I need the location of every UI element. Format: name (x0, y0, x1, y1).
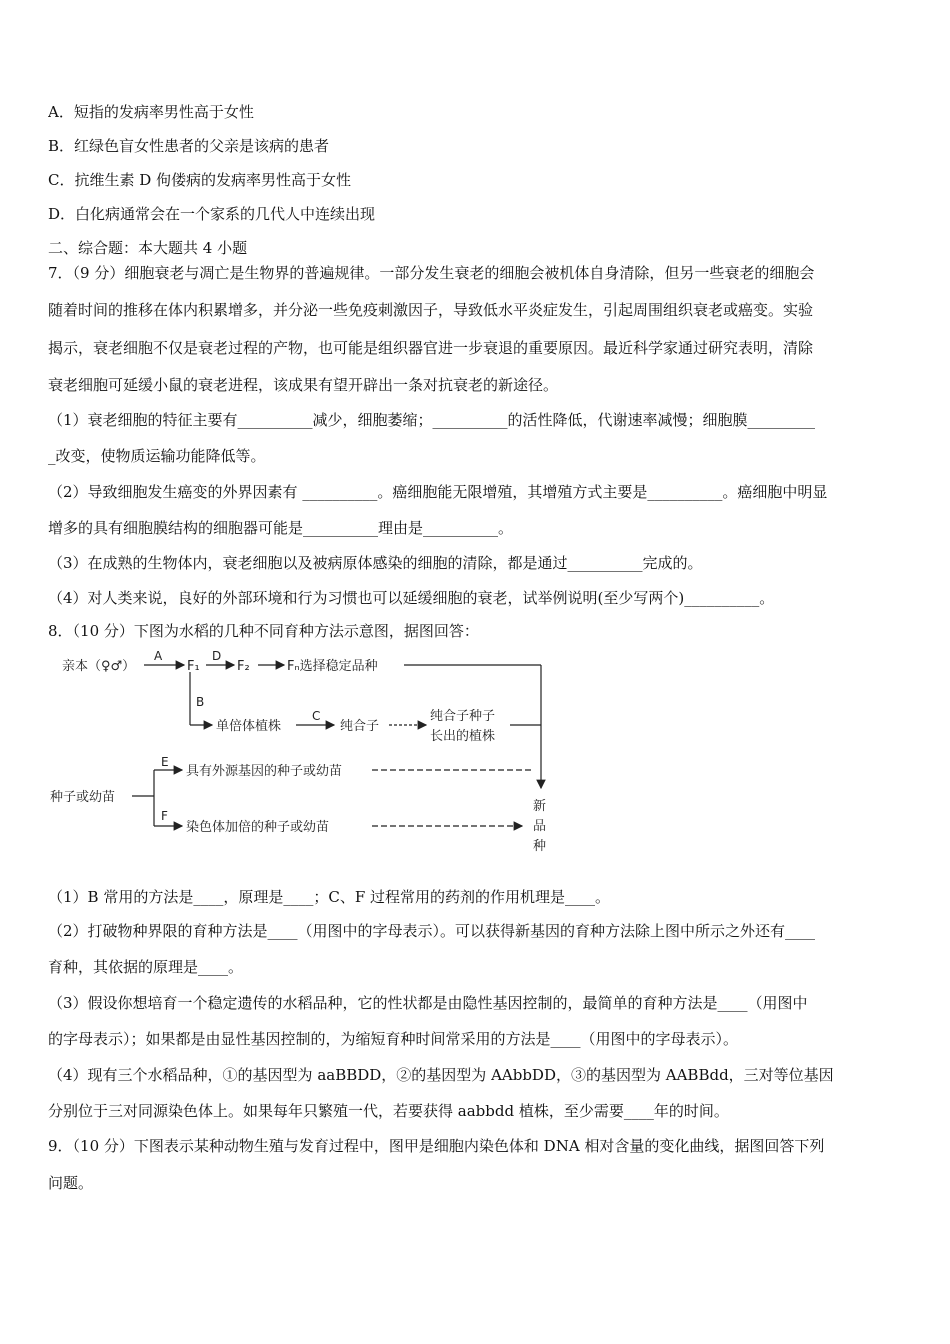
q8-sub3-line-2: 的字母表示）；如果都是由显性基因控制的，为缩短育种时间常采用的方法是____（用图中的字母表示）。 (48, 1030, 739, 1048)
diagram-seed: 种子或幼苗 (50, 790, 116, 805)
diagram-parent-label: 亲本（♀♂） (62, 659, 136, 674)
diagram-foreign-gene: 具有外源基因的种子或幼苗 (186, 764, 343, 779)
diagram-haploid: 单倍体植株 (216, 719, 282, 734)
q8-sub2-line-2: 育种，其依据的原理是____。 (48, 958, 244, 976)
q7-sub1-line-1: （1）衰老细胞的特征主要有__________减少，细胞萎缩；__________的活性降低，代谢速率减慢；细胞膜_________ (48, 411, 816, 429)
q9-stem-line-1: 9．（10 分）下图表示某种动物生殖与发育过程中，图甲是细胞内染色体和 DNA 相对含量的变化曲线，据图回答下列 (48, 1137, 825, 1155)
diagram-label-a: A (154, 650, 163, 663)
q8-sub3-line-1: （3）假设你想培育一个稳定遗传的水稻品种，它的性状都是由隐性基因控制的，最简单的育种方法是____（用图中 (48, 994, 808, 1012)
q7-sub4: （4）对人类来说，良好的外部环境和行为习惯也可以延缓细胞的衰老，试举例说明(至少写两个)__________。 (48, 589, 775, 607)
q7-stem-line-1: 7．（9 分）细胞衰老与凋亡是生物界的普遍规律。一部分发生衰老的细胞会被机体自身清除，但另一些衰老的细胞会 (48, 264, 815, 282)
diagram-label-c: C (312, 709, 321, 723)
diagram-new-1: 新 (533, 799, 547, 814)
q8-sub4-line-1: （4）现有三个水稻品种，①的基因型为 aaBBDD，②的基因型为 AAbbDD，③的基因型为 AABBdd，三对等位基因 (48, 1066, 834, 1084)
diagram-label-f: F (161, 809, 168, 823)
option-b: B．红绿色盲女性患者的父亲是该病的患者 (48, 137, 330, 155)
option-a: A．短指的发病率男性高于女性 (48, 103, 254, 121)
q7-sub2-line-1: （2）导致细胞发生癌变的外界因素有 __________。癌细胞能无限增殖，其增殖方式主要是__________。癌细胞中明显 (48, 483, 828, 501)
diagram-label-b: B (196, 695, 205, 709)
q7-stem-line-3: 揭示，衰老细胞不仅是衰老过程的产物，也可能是组织器官进一步衰退的重要原因。最近科学家通过研究表明，清除 (48, 339, 814, 357)
diagram-doubled: 染色体加倍的种子或幼苗 (186, 820, 330, 835)
option-d: D．白化病通常会在一个家系的几代人中连续出现 (48, 205, 376, 223)
diagram-new-2: 品 (533, 819, 547, 834)
diagram-f1: F₁ (187, 659, 200, 674)
q7-stem-line-4: 衰老细胞可延缓小鼠的衰老进程，该成果有望开辟出一条对抗衰老的新途径。 (48, 376, 559, 394)
diagram-new-3: 种 (533, 839, 547, 854)
diagram-homo-seed-1: 纯合子种子 (430, 709, 496, 724)
q7-sub2-line-2: 增多的具有细胞膜结构的细胞器可能是__________理由是__________。 (48, 519, 514, 537)
diagram-homozygote: 纯合子 (340, 719, 380, 734)
q7-sub3: （3）在成熟的生物体内，衰老细胞以及被病原体感染的细胞的清除，都是通过__________完成的。 (48, 554, 703, 572)
diagram-f2: F₂ (237, 659, 250, 674)
q8-sub1: （1）B 常用的方法是____，原理是____；C、F 过程常用的药剂的作用机理是____。 (48, 888, 610, 906)
q7-stem-line-2: 随着时间的推移在体内积累增多，并分泌一些免疫刺激因子，导致低水平炎症发生，引起周围组织衰老或癌变。实验 (48, 301, 814, 319)
q7-sub1-line-2: _改变，使物质运输功能降低等。 (48, 447, 266, 465)
diagram-label-d: D (212, 650, 222, 663)
q9-stem-line-2: 问题。 (48, 1174, 94, 1192)
breeding-methods-diagram (44, 650, 564, 860)
q8-sub2-line-1: （2）打破物种界限的育种方法是____（用图中的字母表示）。可以获得新基因的育种方法除上图中所示之外还有____ (48, 922, 816, 940)
q8-stem: 8．（10 分）下图为水稻的几种不同育种方法示意图，据图回答： (48, 622, 479, 640)
q8-sub4-line-2: 分别位于三对同源染色体上。如果每年只繁殖一代，若要获得 aabbdd 植株，至少需要____年的时间。 (48, 1102, 729, 1120)
diagram-homo-seed-2: 长出的植株 (430, 729, 496, 744)
section-heading: 二、综合题：本大题共 4 小题 (48, 239, 248, 257)
diagram-label-e: E (161, 755, 169, 769)
option-c: C．抗维生素 D 佝偻病的发病率男性高于女性 (48, 171, 352, 189)
diagram-fn: Fₙ选择稳定品种 (287, 659, 378, 674)
